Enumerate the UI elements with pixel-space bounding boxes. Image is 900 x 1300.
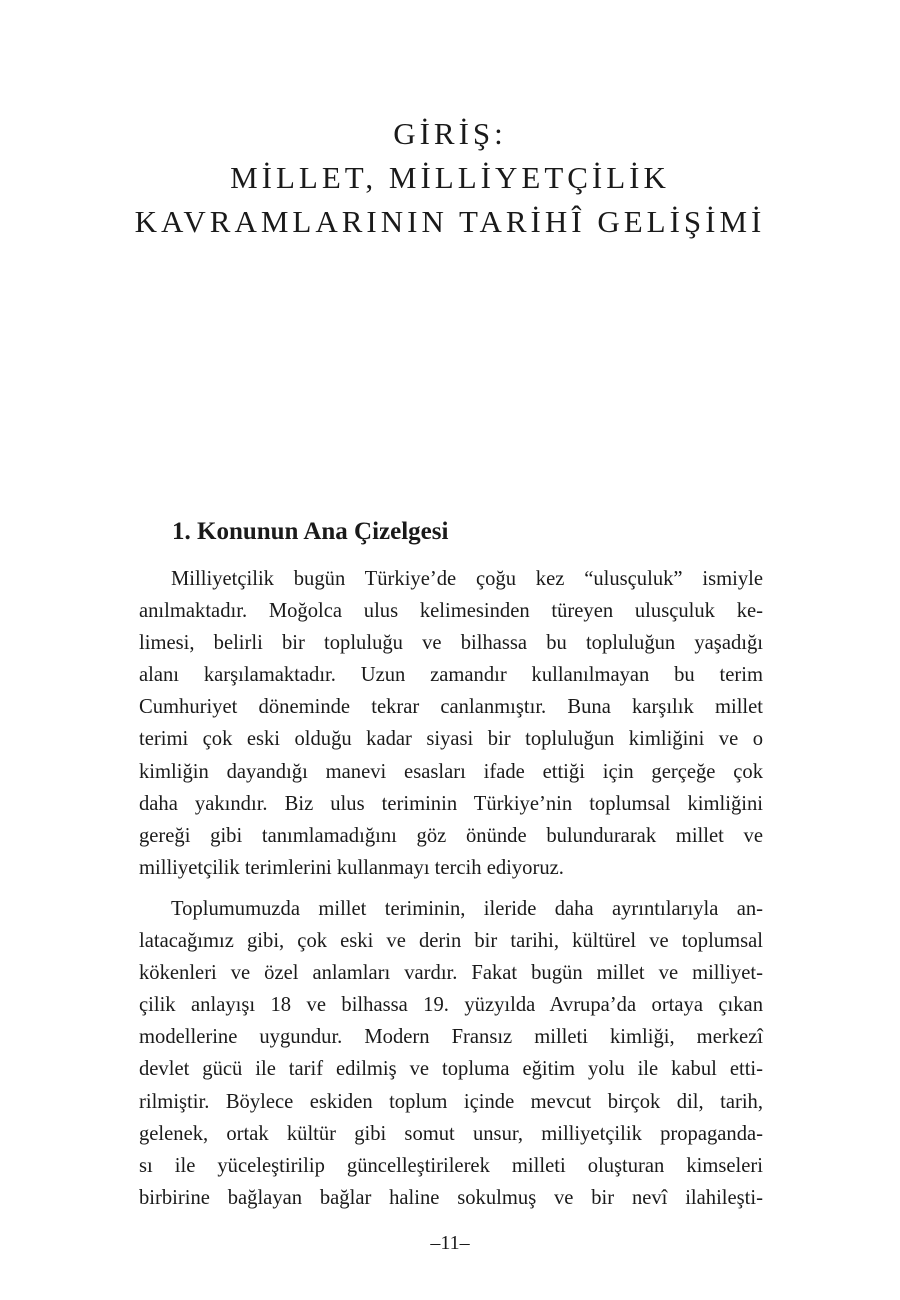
text-line: çilik anlayışı 18 ve bilhassa 19. yüzyılda Avrupa’da ortaya çıkan: [139, 994, 763, 1017]
text-line: devlet gücü ile tarif edilmiş ve topluma eğitim yolu ile kabul etti-: [139, 1058, 763, 1081]
chapter-title-line: GİRİŞ:: [393, 116, 507, 151]
text-line: sı ile yüceleştirilip güncelleştirilerek milleti oluşturan kimseleri: [139, 1154, 763, 1177]
text-line: alanı karşılamaktadır. Uzun zamandır kullanılmayan bu terim: [139, 664, 763, 687]
text-line: modellerine uygundur. Modern Fransız milleti kimliği, merkezî: [139, 1026, 763, 1049]
text-line: terimi çok eski olduğu kadar siyasi bir topluluğun kimliğini ve o: [139, 728, 763, 751]
text-line: Toplumumuzda millet teriminin, ileride daha ayrıntılarıyla an-: [171, 897, 763, 920]
text-line: rilmiştir. Böylece eskiden toplum içinde mevcut birçok dil, tarih,: [139, 1090, 763, 1113]
text-line: daha yakındır. Biz ulus teriminin Türkiye’nin toplumsal kimliğini: [139, 792, 763, 815]
text-line: birbirine bağlayan bağlar haline sokulmuş ve bir nevî ilahileşti-: [139, 1186, 763, 1209]
text-line: anılmaktadır. Moğolca ulus kelimesinden türeyen ulusçuluk ke-: [139, 600, 763, 623]
paragraph-1: [139, 563, 763, 884]
text-line: milliyetçilik terimlerini kullanmayı tercih ediyoruz.: [139, 856, 564, 879]
text-line: gelenek, ortak kültür gibi somut unsur, milliyetçilik propaganda-: [139, 1122, 763, 1145]
text-line: latacağımız gibi, çok eski ve derin bir tarihi, kültürel ve toplumsal: [139, 930, 763, 953]
text-line: gereği gibi tanımlamadığını göz önünde bulundurarak millet ve: [139, 824, 763, 847]
section-heading: 1. Konunun Ana Çizelgesi: [172, 518, 449, 545]
body-text: [139, 563, 763, 1214]
paragraph-gap: [139, 884, 763, 893]
text-line: Cumhuriyet döneminde tekrar canlanmıştır. Buna karşılık millet: [139, 696, 763, 719]
text-line: limesi, belirli bir topluluğu ve bilhassa bu topluluğun yaşadığı: [139, 632, 763, 655]
text-line: Milliyetçilik bugün Türkiye’de çoğu kez “ulusçuluk” ismiyle: [171, 568, 763, 590]
text-line: kökenleri ve özel anlamları vardır. Fakat bugün millet ve milliyet-: [139, 962, 763, 985]
paragraph-2: [139, 893, 763, 1214]
chapter-title: [0, 112, 900, 244]
chapter-title-line: KAVRAMLARININ TARİHÎ GELİŞİMİ: [134, 204, 766, 239]
chapter-title-line: MİLLET, MİLLİYETÇİLİK: [230, 160, 670, 195]
page-number: –11–: [430, 1232, 470, 1254]
text-line: kimliğin dayandığı manevi esasları ifade ettiği için gerçeğe çok: [139, 760, 763, 783]
